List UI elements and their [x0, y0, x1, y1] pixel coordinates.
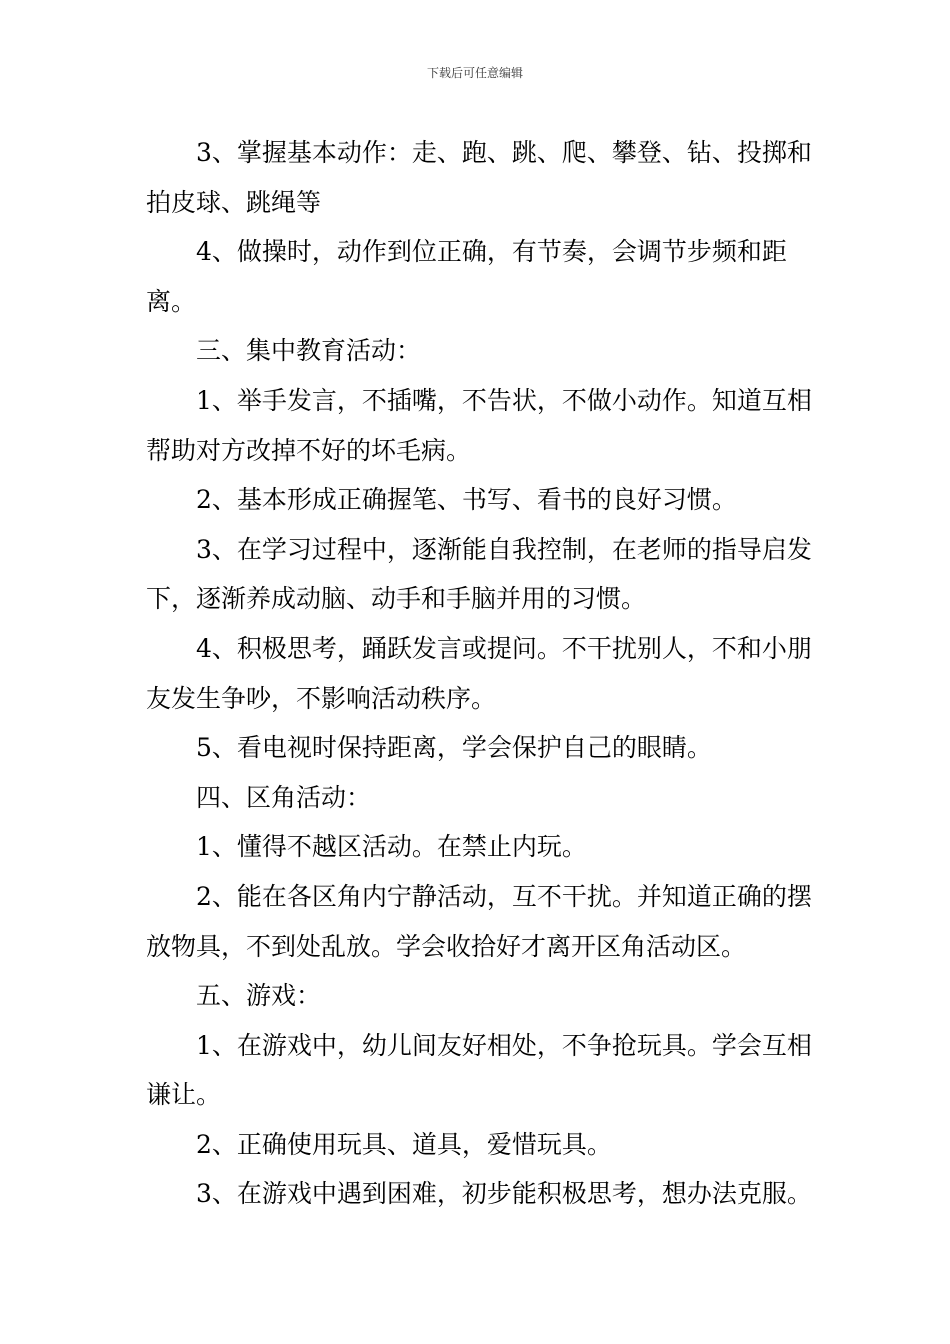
paragraph: 4、积极思考，踊跃发言或提问。不干扰别人，不和小朋友发生争吵，不影响活动秩序。: [146, 633, 812, 713]
section-heading: 四、区角活动：: [196, 782, 372, 812]
paragraph: 2、基本形成正确握笔、书写、看书的良好习惯。: [196, 485, 737, 515]
paragraph: 2、正确使用玩具、道具，爱惜玩具。: [196, 1129, 612, 1159]
paragraph: 3、在学习过程中，逐渐能自我控制，在老师的指导启发下，逐渐养成动脑、动手和手脑并用的习惯。: [146, 534, 812, 614]
paragraph: 3、在游戏中遇到困难，初步能积极思考，想办法克服。: [196, 1179, 812, 1209]
paragraph: 1、在游戏中，幼儿间友好相处，不争抢玩具。学会互相谦让。: [146, 1030, 812, 1110]
paragraph: 2、能在各区角内宁静活动，互不干扰。并知道正确的摆放物具，不到处乱放。学会收拾好才离开区角活动区。: [146, 881, 812, 961]
paragraph: 1、懂得不越区活动。在禁止内玩。: [196, 832, 587, 862]
paragraph: 4、做操时，动作到位正确，有节奏，会调节步频和距离。: [146, 237, 787, 316]
section-heading: 五、游戏：: [196, 981, 322, 1011]
paragraph: 3、掌握基本动作：走、跑、跳、爬、攀登、钻、投掷和拍皮球、跳绳等: [146, 138, 812, 217]
document-body: [146, 128, 822, 1219]
section-heading: 三、集中教育活动：: [196, 336, 422, 366]
page-header: 下载后可任意编辑: [426, 66, 523, 80]
paragraph: 5、看电视时保持距离，学会保护自己的眼睛。: [196, 733, 712, 763]
paragraph: 1、举手发言，不插嘴，不告状，不做小动作。知道互相帮助对方改掉不好的坏毛病。: [146, 385, 812, 465]
